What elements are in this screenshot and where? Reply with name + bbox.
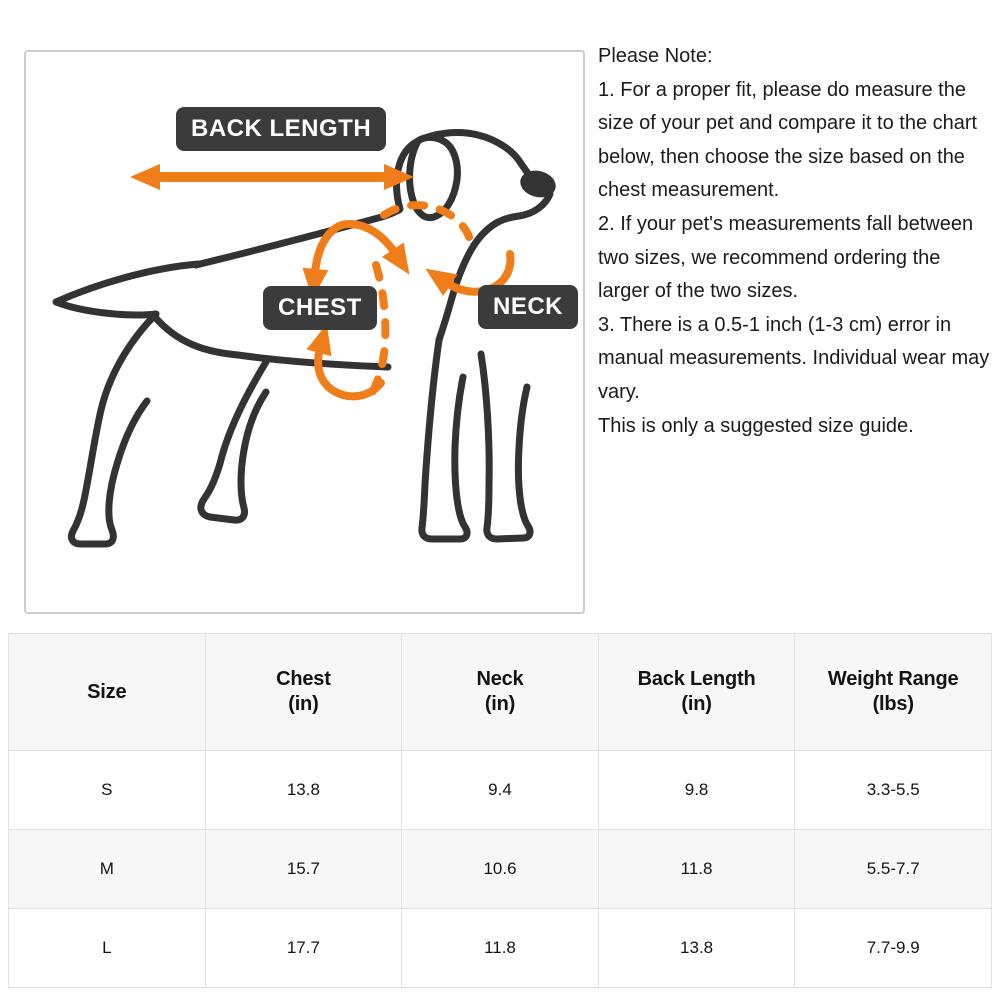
table-row-m: [9, 830, 992, 909]
cell-chest: 13.8: [205, 751, 402, 830]
table-row-s: [9, 751, 992, 830]
cell-back-length: 13.8: [598, 909, 795, 988]
table-header-row: [9, 634, 992, 751]
column-header-neck: Neck (in): [402, 634, 599, 751]
note-item-1: 1. For a proper fit, please do measure the size of your pet and compare it to the chart below, then choose the size based on the chest measurement.: [598, 78, 978, 202]
chest-girth-arrow-bottom: [318, 349, 381, 396]
dog-outline: [56, 133, 550, 544]
size-chart-table: [8, 633, 992, 988]
cell-neck: 9.4: [402, 751, 599, 830]
note-panel: [598, 40, 994, 443]
cell-weight-range: 5.5-7.7: [795, 830, 992, 909]
chest-label: CHEST: [263, 286, 377, 330]
dog-measurement-diagram: [24, 50, 585, 614]
cell-neck: 10.6: [402, 830, 599, 909]
cell-chest: 15.7: [205, 830, 402, 909]
cell-size: L: [9, 909, 206, 988]
cell-neck: 11.8: [402, 909, 599, 988]
note-item-2: 2. If your pet's measurements fall between two sizes, we recommend ordering the larger of the two sizes.: [598, 212, 974, 303]
cell-chest: 17.7: [205, 909, 402, 988]
column-header-weight-range: Weight Range (lbs): [795, 634, 992, 751]
note-footer: This is only a suggested size guide.: [598, 414, 914, 437]
table-row-l: [9, 909, 992, 988]
chest-girth-arrow-top: [315, 224, 395, 273]
column-header-chest: Chest (in): [205, 634, 402, 751]
cell-size: S: [9, 751, 206, 830]
column-header-back-length: Back Length (in): [598, 634, 795, 751]
cell-back-length: 9.8: [598, 751, 795, 830]
column-header-size: Size: [9, 634, 206, 751]
cell-back-length: 11.8: [598, 830, 795, 909]
back-length-label: BACK LENGTH: [176, 107, 386, 151]
note-title: Please Note:: [598, 45, 713, 67]
neck-label: NECK: [478, 285, 578, 329]
note-item-3: 3. There is a 0.5-1 inch (1-3 cm) error in manual measurements. Individual wear may vary.: [598, 313, 990, 403]
cell-weight-range: 7.7-9.9: [795, 909, 992, 988]
cell-weight-range: 3.3-5.5: [795, 751, 992, 830]
cell-size: M: [9, 830, 206, 909]
